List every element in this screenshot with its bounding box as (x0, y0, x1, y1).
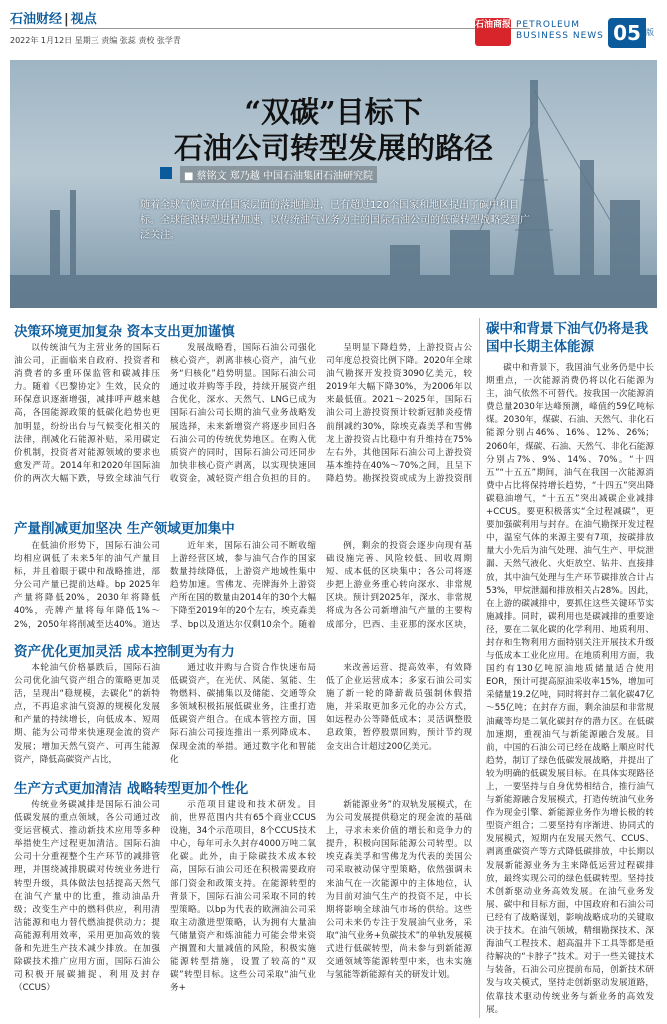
section-2-column-3 (326, 540, 472, 632)
section-1-text-2: 发展战略看，国际石油公司强化核心资产，剥离非核心资产，油气业务“归核化”趋势明显。国际石油公司通过收并购等手段，持续开展资产组合优化，深水、天然气、LNG已成为国际石油公司长期的油气业务战略发展选择，未来新增资产将逐步回归各石油公司的传统优势地区。在购入优质资产的同时，国际石油公司还同步加快非核心资产剥离，以实现快速回收资金，减轻资产组合负担的目的。 (170, 343, 316, 484)
section-3-text-2: 通过收并购与合资合作快速布局低碳资产，在光伏、风能、氢能、生物燃料、碳捕集以及储能、交通等众多领域积极拓展低碳业务，注重打造低碳资产组合。在成本管控方面，国际石油公司接连推出一系列降成本、保现金流的举措。通过数字化和智能化 (170, 663, 316, 765)
section-title-4: 生产方式更加清洁 战略转型更加个性化 (14, 781, 249, 797)
section-title-3: 资产优化更加灵活 成本控制更为有力 (14, 644, 235, 660)
section-1-text-1: 以传统油气为主营业务的国际石油公司，正面临来自政府、投资者和消费者的多重环保监管和碳减排压力。随着《巴黎协定》生效，民众的环保意识逐渐增强，减排呼声越来越高，各国能源政策的低碳化趋势也更加明显，纷纷出台与气候变化相关的法律，削减化石能源补贴，采用碳定价机制，投资者对能源领域的要求也愈发严苛。2014年和2020年国际油价的两次大幅下跌，导致全球油气行 (14, 343, 160, 484)
header-rule (10, 28, 530, 29)
section-name-text: 石油财经 (10, 12, 63, 27)
section-1-text-3: 呈明显下降趋势，上游投资占公司年度总投资比例下降。2020年全球油气勘探开发投资3090亿美元，较2019年大幅下降30%，为2006年以来最低值。2021～2025年，国际石油公司上游投资预计较新冠肺炎疫情前削减约30%，除埃克森美孚和雪佛龙上游投资占比稳中有升维持在75%左右外，其他国际石油公司上游投资基本维持在40%～70%之间，且呈下降趋势。勘探投资或成为上游投资削 (326, 343, 472, 484)
page-suffix: 版 (646, 28, 654, 37)
side-section-title: 碳中和背景下油气仍将是我国中长期主体能源 (486, 321, 648, 355)
page-number: 05 (608, 18, 646, 48)
headline-line-2: 石油公司转型发展的路径 (173, 131, 493, 165)
section-name: 石油财经 | 视点 (10, 12, 97, 27)
byline: ■ 蔡铭文 郑乃越 中国石油集团石油研究院 (180, 166, 377, 183)
byline-marker (160, 167, 172, 179)
paper-name (516, 20, 604, 42)
lead-paragraph: 随着全球气候应对在国家层面的落地推进，已有超过120个国家和地区提出了碳中和目标。全球能源转型进程加速，以传统油气业务为主的国际石油公司的低碳转型战略受到广泛关注。 (140, 200, 530, 241)
date-line: 2022年 1月12日 星期三 责编 张蕊 责校 张学青 (10, 36, 181, 45)
section-4-column-3 (326, 799, 472, 1017)
section-1-column-1 (14, 342, 160, 484)
section-3-text-1: 本轮油气价格暴跌后，国际石油公司优化油气资产组合的策略更加灵活，呈现出“稳规模，去碳化”的新特点，不再追求油气资源的规模化发展和产量的持续增长，向低成本、短周期、能为公司带来快速现金流的资产发展；增加天然气资产、可再生能源资产，降低高碳资产占比， (14, 663, 160, 765)
section-sub-text: 视点 (70, 12, 97, 27)
column-divider (479, 318, 480, 1018)
section-4-column-2 (170, 799, 316, 1017)
section-2-column-2 (170, 540, 316, 632)
headline-line-1: “双碳”目标下 (244, 95, 423, 129)
section-3-column-3 (326, 662, 472, 767)
section-2-text-2: 近年来，国际石油公司不断收缩上游经营区域，参与油气合作的国家数量持续降低，上游资产地域性集中趋势加速。雪佛龙、壳牌海外上游资产所在国的数量由2014年的30个大幅下降至2019年的20个左右，埃克森美孚、bp以及道达尔仅剩10余个。随着 (170, 541, 316, 630)
side-column-text: 碳中和背景下，我国油气业务仍是中长期重点，一次能源消费仍将以化石能源为主，油气依然不可替代。按我国一次能源消费总量2030年达峰预测，峰值约59亿吨标煤。2030年，煤碳、石油、天然气、非化石能源分别占46%、16%、12%、26%；2060年，煤碳、石油、天然气、非化石能源分别占7%、9%、14%、70%。“十四五”“十五五”期间，油气在我国一次能源消费中占比将保持增长趋势，“十四五”突出降碳稳油增气，“十五五”突出减碳企业减排+CCUS。要更积极落实“全过程减碳”，更要加强碳利用与封存。在油气勘探开发过程中，温室气体的来源主要有7项，按碳排放量大小先后为油气处理、油气生产、甲烷泄漏、天然气液化、火炬放空、钻井、直接排放，其中油气处理与生产环节碳排放合计占53%，甲烷泄漏和排放相关占28%。因此，在上游的碳减排中，要抓住这些关键环节实施减排。同时，碳利用也是碳减排的重要途径，要在二氧化碳的化学利用、地质利用、封存和生物利用方面特别关注开展技术升级与低成本工业化应用。在地质利用方面，我国约有130亿吨原油地质储量适合使用EOR，预计可提高原油采收率15%，增加可采储量19.2亿吨，同时将封存二氧化碳47亿～55亿吨；在封存方面，剩余油层和非常规油藏等均是二氧化碳封存的潜力区。在低碳加速期，重视油气与新能源融合发展。目前，中国的石油公司已经在战略上顺应时代趋势，制订了绿色低碳发展战略，并提出了较为明确的低碳发展目标。在具体实现路径上，一要坚持与自身优势相结合，推行油气与新能源融合发展模式，打造传统油气业务作为现金引擎、新能源业务作为增长极的转型资产组合；二要坚持有序渐进、协同式的发展模式，短期内在发展天然气、CCUS、剥离重碳资产等方式降低碳排放，中长期以发展新能源业务为主来降低运营过程碳排放，最终实现公司的绿色低碳转型。坚持技术创新驱动业务高效发展。在油气业务发展、碳中和目标方面，中国政府和石油公司已经有了战略谋划，影响战略成功的关键取决于技术。在油气领域，精细勘探技术、深海油气工程技术、超高温井下工具等都是亟待解决的“卡脖子”技术。对于一些关键技术与装备，石油公司应提前布局，创新技术研发与攻关模式，坚持走创新驱动发展道路，依靠技术驱动传统业务与新业务的高效发展。 (486, 363, 654, 1015)
side-column (486, 362, 654, 1017)
paper-logo: 石油商报 (475, 18, 511, 46)
hero-banner (10, 60, 657, 308)
section-2-column-1 (14, 540, 160, 632)
section-2-text-3: 例，剩余的投资会逐步向现有基础设施完善、风险较低、回收周期短、成本低的区块集中；各公司将逐步把上游业务重心转向深水、非常规区块。预计到2025年，深水、非常规将成为各公司新增油气产量的主要构成部分，巴西、圭亚那的深水区块， (326, 541, 472, 630)
section-4-text-3: 新能源业务”的双轨发展模式，在为公司发展提供稳定的现金流的基础上，寻求未来价值的增长和竞争力的提升，积极向国际能源公司转型。以埃克森美孚和雪佛龙为代表的美国公司采取被动保守型策略，依然强调未来油气在一次能源中的主体地位，认为目前对油气生产的投资不足，中长期将影响全球油气市场的供给。这些公司未来仍专注于发展油气业务，采取“油气业务+负碳技术”的单轨发展模式进行低碳转型，尚未参与到新能源交通领域等能源转型中来，也未实施与氢能等新能源有关的研发计划。 (326, 800, 472, 981)
section-1-column-2 (170, 342, 316, 484)
page-header (0, 0, 667, 56)
section-3-column-1 (14, 662, 160, 767)
section-title-2: 产量削减更加坚决 生产领域更加集中 (14, 521, 235, 537)
section-4-column-1 (14, 799, 160, 1017)
paper-name-line1: PETROLEUM (516, 20, 581, 30)
section-2-text-1: 在低油价形势下，国际石油公司均相应调低了未来5年的油气产量目标，并且着眼于碳中和战略推进，部分公司产量已提前达峰。bp 2025年产量将降低20%，2030年将降低40%，壳牌产量将每年降低1%～2%，2050年将削减至达40%。道达 (14, 541, 160, 630)
section-3-text-3: 来改善运营、提高效率，有效降低了企业运营成本；多家石油公司实施了新一轮的降薪裁员强制休假措施，并采取更加多元化的办公方式，如远程办公等降低成本；灵活调整股息政策，暂停股票回购，预计节约现金支出合计超过200亿美元。 (326, 663, 472, 752)
section-3-column-2 (170, 662, 316, 767)
section-4-text-2: 示范项目建设和技术研发。目前，世界范围内共有65个商业CCUS设施，34个示范项目，8个CCUS技术中心，每年可永久封存4000万吨二氧化碳。此外，由于除碳技术成本较高，国际石油公司还在积极需要政府部门资金和政策支持。在能源转型的背景下，国际石油公司采取不同的转型策略。以bp为代表的欧洲油公司采取主动激进型策略，认为拥有大量油气储量资产和炼油能力可能会带来资产搁置和大量减值的风险，积极实施能源转型措施，设置了较高的“双碳”转型目标。这些公司采取“油气业务+ (170, 800, 316, 994)
section-1-column-3 (326, 342, 472, 484)
section-title-1: 决策环境更加复杂 资本支出更加谨慎 (14, 324, 235, 340)
paper-name-line2: BUSINESS NEWS (516, 31, 604, 41)
section-4-text-1: 传统业务碳减排是国际石油公司低碳发展的重点领域，各公司通过改变运营模式、推动新技术应用等多种举措使生产过程更加清洁。国际石油公司十分重视整个生产环节的减排管理，并围绕减排脱碳对传统业务进行转型升级，具体做法包括提高天然气在油气产量中的比重，推动油品升级；改变生产中的燃料供应，利用清洁能源和电力替代燃油提供动力；提高能源利用效率，采用更加高效的装备和先进生产技术减少排放。在加强除碳技术推广应用方面，国际石油公司积极开展碳捕捉、利用及封存（CCUS） (14, 800, 160, 994)
